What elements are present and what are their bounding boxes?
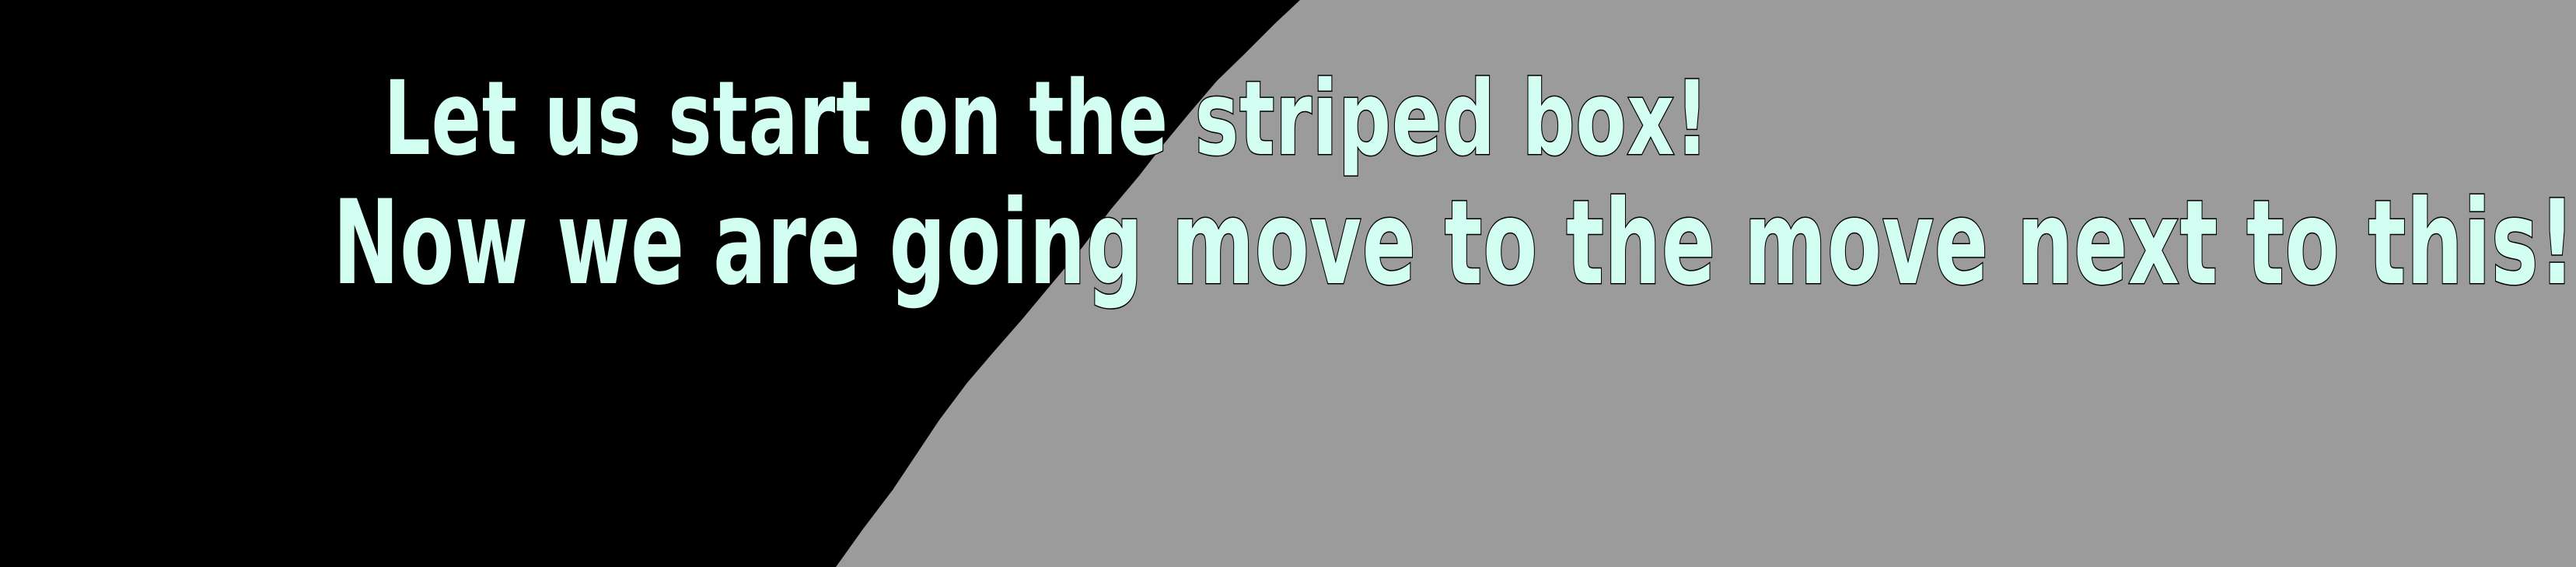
caption-line-2: Now we are going move to the move next to this! <box>333 176 2576 311</box>
caption-line-1: Let us start on the striped box! <box>383 59 1710 179</box>
